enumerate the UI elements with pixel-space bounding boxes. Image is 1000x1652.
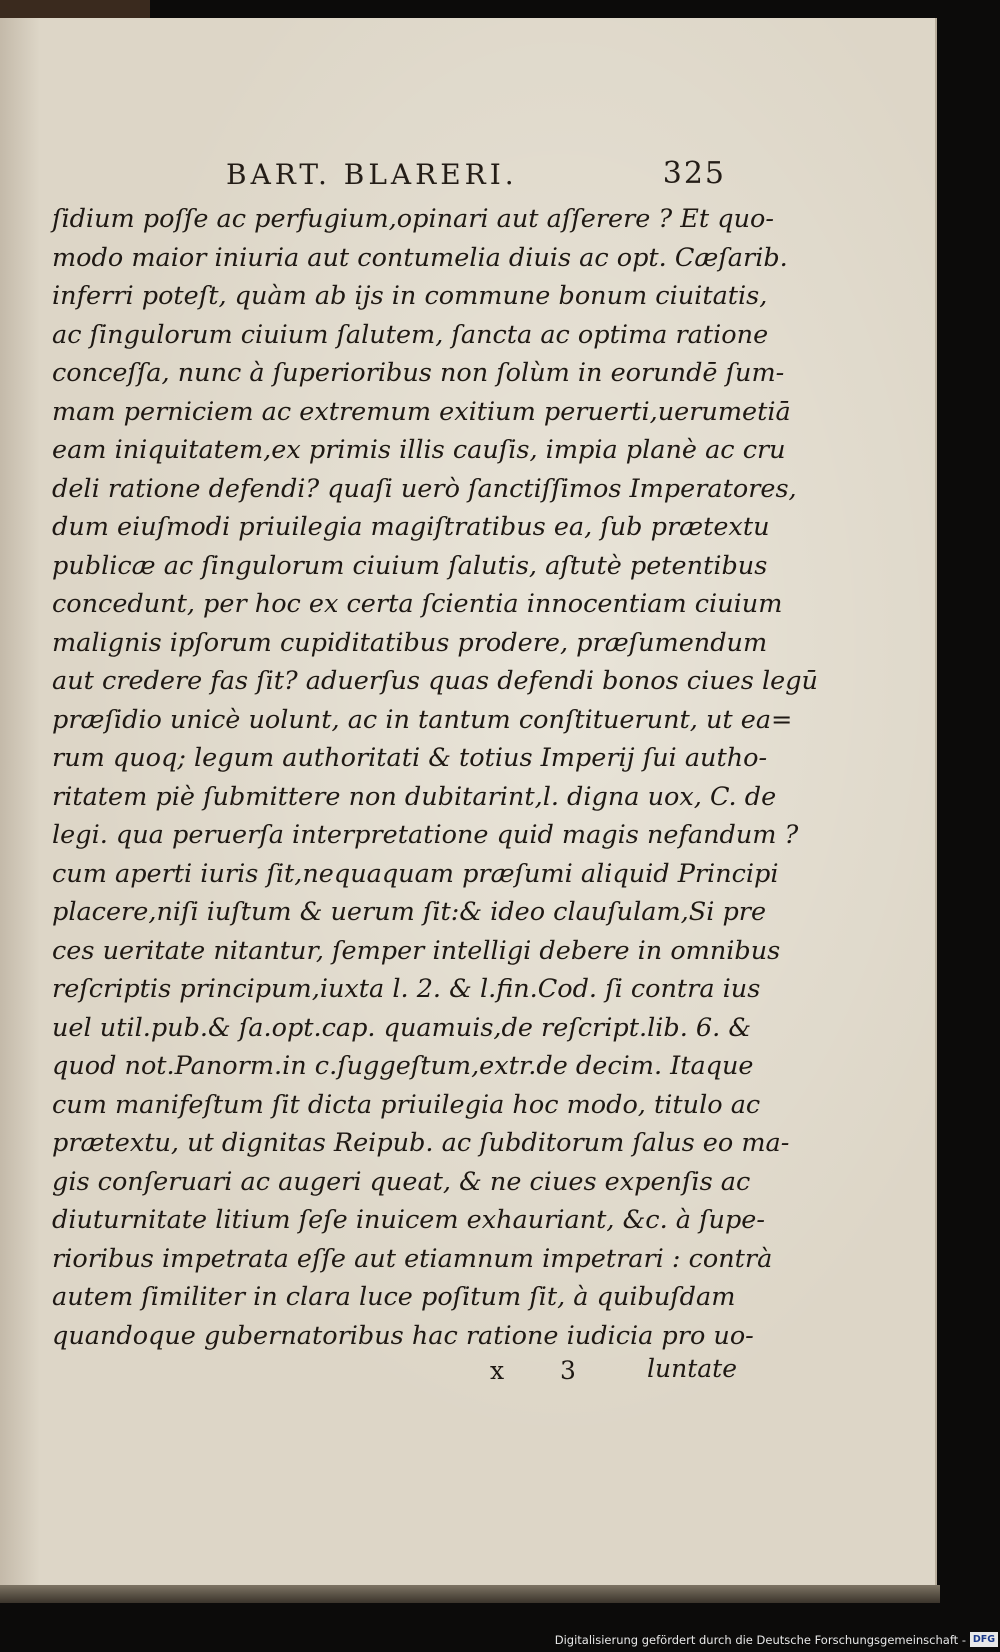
text-line: uel util.pub.& ſa.opt.cap. quamuis,de reſcript.lib. 6. & [52, 1012, 752, 1043]
text-line: eam iniquitatem,ex primis illis cauſis, impia planè ac cru [52, 435, 786, 465]
text-line: rum quoq; legum authoritati & totius Imperij ſui autho- [52, 743, 768, 773]
text-line: deli ratione defendi? quaſi uerò ſanctiſſimos Imperatores, [52, 473, 797, 504]
text-line: prætextu, ut dignitas Reipub. ac ſubditorum ſalus eo ma- [52, 1128, 790, 1158]
text-line: malignis ipſorum cupiditatibus prodere, præſumendum [52, 627, 768, 658]
text-line: quod not.Panorm.in c.ſuggeſtum,extr.de decim. Itaque [52, 1051, 754, 1081]
credit-bar [0, 1630, 1000, 1652]
text-line: mam perniciem ac extremum exitium peruerti,uerumetiā [52, 396, 791, 427]
text-line: dum eiuſmodi priuilegia magiſtratibus ea, ſub prætextu [52, 512, 770, 542]
text-line: inferri poteſt, quàm ab ijs in commune bonum ciuitatis, [52, 281, 768, 311]
page-edge-shadow [0, 1585, 940, 1603]
text-line: ac ſingulorum ciuium ſalutem, ſancta ac optima ratione [52, 319, 769, 350]
body-text [52, 200, 818, 1355]
text-line: concedunt, per hoc ex certa ſcientia innocentiam ciuium [52, 589, 783, 619]
text-line: diuturnitate litium ſeſe inuicem exhauriant, &c. à ſupe- [52, 1205, 765, 1235]
text-line: gis conſeruari ac augeri queat, & ne ciues expenſis ac [52, 1166, 751, 1197]
running-head: BART. BLARERI. [226, 158, 518, 191]
text-line: cum manifeſtum ſit dicta priuilegia hoc modo, titulo ac [52, 1089, 761, 1120]
text-line: aut credere fas ſit? aduerſus quas defendi bonos ciues legū [52, 666, 818, 696]
text-line: præſidio unicè uolunt, ac in tantum conſtituerunt, ut ea= [52, 704, 793, 735]
text-line: legi. qua peruerſa interpretatione quid magis nefandum ? [52, 820, 799, 850]
text-line: modo maior iniuria aut contumelia diuis ac opt. Cæſarib. [52, 242, 788, 273]
text-line: ces ueritate nitantur, ſemper intelligi debere in omnibus [52, 935, 781, 966]
page-number: 325 [662, 156, 726, 191]
page-header [226, 158, 726, 198]
text-line: cum aperti iuris ſit,nequaquam præſumi aliquid Principi [52, 858, 779, 889]
text-line: placere,niſi iuſtum & uerum ſit:& ideo clauſulam,Si pre [52, 897, 767, 927]
text-line: publicæ ac ſingulorum ciuium ſalutis, aſtutè petentibus [52, 550, 768, 581]
book-page [0, 18, 937, 1590]
text-line: ritatem piè ſubmittere non dubitarint,l. digna uox, C. de [52, 781, 777, 812]
dfg-logo: DFG [970, 1632, 998, 1647]
text-line: autem ſimiliter in clara luce poſitum ſit, à quibuſdam [52, 1282, 736, 1312]
text-line: conceſſa, nunc à ſuperioribus non ſolùm in eorundē ſum- [52, 358, 785, 388]
catchword: luntate [647, 1354, 737, 1383]
text-line: rioribus impetrata eſſe aut etiamnum impetrari : contrà [52, 1243, 773, 1274]
signature-mark: x 3 [490, 1356, 600, 1385]
text-line: ſidium poſſe ac perfugium,opinari aut aſſerere ? Et quo- [52, 204, 774, 234]
credit-text: Digitalisierung gefördert durch die Deutsche Forschungsgemeinschaft - [554, 1633, 966, 1647]
text-line: reſcriptis principum,iuxta l. 2. & l.fin.Cod. ſi contra ius [52, 974, 761, 1004]
text-line: quandoque gubernatoribus hac ratione iudicia pro uo- [52, 1320, 754, 1351]
